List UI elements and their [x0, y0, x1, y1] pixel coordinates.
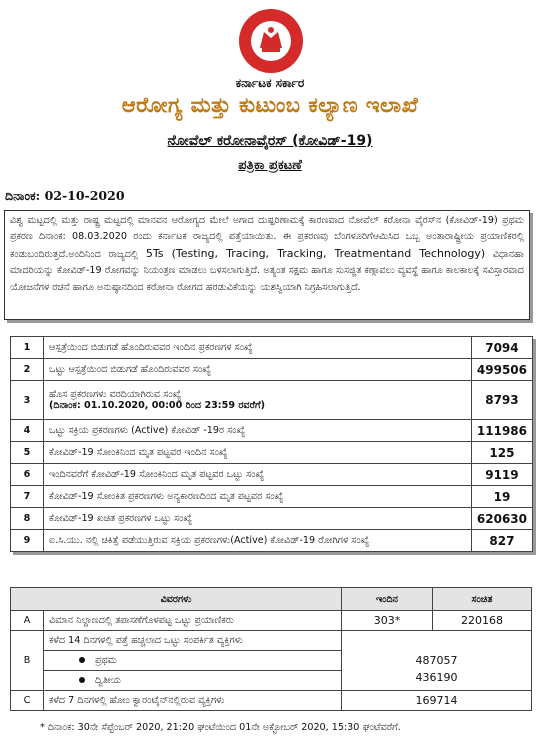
subject-title: ನೋವೆಲ್ ಕರೋನಾವೈರಸ್ (ಕೋವಿಡ್-19)	[167, 133, 373, 149]
col-details-header: ವಿವರಗಳು	[11, 588, 342, 611]
row-description: ಕಳೆದ 14 ದಿನಗಳಲ್ಲಿ ಪತ್ತೆ ಹಚ್ಚಲಾದ ಒಟ್ಟು ಸಂಪರ್ಕಿತ ವ್ಯಕ್ತಿಗಳು	[44, 631, 342, 651]
row-description	[44, 486, 472, 508]
row-label: C	[11, 691, 44, 711]
row-description	[44, 359, 472, 381]
bullet-icon	[79, 677, 85, 683]
bullet-icon	[79, 657, 85, 663]
row-value: 111986	[471, 420, 532, 442]
primary-contacts-label-cell: ಪ್ರಥಮ	[44, 651, 342, 671]
row-description	[44, 442, 472, 464]
stats-row	[11, 508, 533, 530]
surveillance-row-c	[11, 691, 532, 711]
intro-paragraph: ವಿಶ್ವ ಮಟ್ಟದಲ್ಲಿ ಮತ್ತು ರಾಷ್ಟ್ರ ಮಟ್ಟದಲ್ಲಿ ಮಾನವನ ಆರೋಗ್ಯದ ಮೇಲೆ ಅಗಾದ ದುಷ್ಪರಿಣಾಮಕ್ಕೆ ಕಾರಣವಾದ ನೋವೆಲ್ ಕರೋನಾ ವೈರಸ್‌ನ (ಕೋವಿಡ್-19) ಪ್ರಥಮ ಪ್ರಕರಣ ದಿನಾಂಕ: 08.03.2020 ರಂದು ಕರ್ನಾಟಕ ರಾಜ್ಯದಲ್ಲಿ ಪತ್ತೆಯಾಯಿತು. ಈ ಪ್ರಕರಣವು ಬೆಂಗಳೂರಿಗೆಆಮಿಸಿದ ಒಬ್ಬ ಅಂತಾರಾಷ್ಟ್ರೀಯ ಪ್ರಯಾಣಿಕರಲ್ಲಿ ಕಂಡುಬಂದಿರುತ್ತದೆ.ಅಂದಿನಿಂದ ರಾಜ್ಯದಲ್ಲಿ 5Ts (Testing, Tracing, Tracking, Treatmentand Technology) ವಿಧಾನಹಾ ಮಾದರಿಯನ್ನು ಕೋವಿಡ್-19 ರೋಗವನ್ನು ನಿಯಂತ್ರಣ ಮಾಡಲು ಬಳಸಲಾಗುತ್ತಿದೆ. ಅತ್ಯಂತ ಸಕ್ಷಮ ಹಾಗೂ ಸುಸಜ್ಜಿತ ಕಣ್ಗಾವಲು ವ್ಯವಸ್ಥೆ ಹಾಗೂ ಕಾಲಕಾಲಕ್ಕೆ ಸವಿಸ್ತಾರವಾದ ಯೋಜನೆಗಳ ರಚನೆ ಹಾಗೂ ಅನುಷ್ಠಾನದಿಂದ ಕರೋನಾ ರೋಗದ ಹರಡುವಿಕೆಯನ್ನು ಯಶಸ್ವಿಯಾಗಿ ನಿಗ್ರಹಿಸಲಾಗುತ್ತಿದೆ.	[4, 210, 530, 320]
row-number: 4	[11, 420, 44, 442]
col-total-header: ಸಂಚಿತ	[433, 588, 532, 611]
row-value: 827	[471, 530, 532, 552]
stats-row	[11, 486, 533, 508]
contacts-values	[342, 631, 532, 691]
description-text: ಒಟ್ಟು ಆಸ್ಪತ್ರೆಯಿಂದ ಬಿಡುಗಡೆ ಹೊಂದಿರುವವರ ಸಂಖ್ಯೆ	[49, 364, 211, 375]
stats-row	[11, 381, 533, 420]
row-number: 1	[11, 337, 44, 359]
surveillance-table	[10, 587, 532, 711]
row-value: 125	[471, 442, 532, 464]
secondary-contacts-label-cell: ದ್ವಿತೀಯ	[44, 671, 342, 691]
description-text: ಆಸ್ಪತ್ರೆಯಿಂದ ಬಿಡುಗಡೆ ಹೊಂದಿರುವವರ ಇಂದಿನ ಪ್ರಕರಣಗಳ ಸಂಖ್ಯೆ	[49, 342, 253, 353]
stats-row	[11, 464, 533, 486]
stats-row	[11, 337, 533, 359]
row-description	[44, 337, 472, 359]
row-number: 3	[11, 381, 44, 420]
row-value: 19	[471, 486, 532, 508]
row-description	[44, 464, 472, 486]
government-name: ಕರ್ನಾಟಕ ಸರ್ಕಾರ	[235, 76, 305, 90]
col-today-header: ಇಂದಿನ	[342, 588, 433, 611]
row-number: 6	[11, 464, 44, 486]
stats-row	[11, 420, 533, 442]
government-emblem	[238, 8, 304, 74]
description-text: ಒಟ್ಟು ಸಕ್ರಿಯ ಪ್ರಕರಣಗಳು (Active) ಕೋವಿಡ್ -19ರ ಸಂಖ್ಯೆ	[49, 425, 246, 436]
row-description	[44, 381, 472, 420]
row-description	[44, 420, 472, 442]
description-note: (ದಿನಾಂಕ: 01.10.2020, 00:00 ರಿಂದ 23:59 ರವರೆಗೆ)	[49, 400, 265, 411]
row-description: ಕಳೆದ 7 ದಿನಗಳಲ್ಲಿ ಹೋಂ ಕ್ವಾರಂಟೈನ್‌ನಲ್ಲಿರುವ ವ್ಯಕ್ತಿಗಳು	[44, 691, 342, 711]
surveillance-header-row	[11, 588, 532, 611]
department-title: ಆರೋಗ್ಯ ಮತ್ತು ಕುಟುಂಬ ಕಲ್ಯಾಣ ಇಲಾಖೆ	[121, 93, 419, 117]
total-value: 169714	[342, 691, 532, 711]
row-number: 7	[11, 486, 44, 508]
description-text: ಕೋವಿಡ್-19 ಸೋಂಕಿನಿಂದ ಮೃತ ಪಟ್ಟವರ ಇಂದಿನ ಸಂಖ್ಯೆ	[49, 447, 228, 458]
row-value: 7094	[471, 337, 532, 359]
primary-contacts-value: 487057	[415, 654, 458, 667]
row-description: ವಿಮಾನ ನಿಲ್ದಾಣದಲ್ಲಿ ತಪಾಸಣೆಗೊಳಪಟ್ಟ ಒಟ್ಟು ಪ್ರಯಾಣಿಕರು	[44, 611, 342, 631]
row-description	[44, 530, 472, 552]
release-date: ದಿನಾಂಕ: 02-10-2020	[5, 188, 125, 203]
row-description	[44, 508, 472, 530]
description-text: ಐ.ಸಿ.ಯು. ನಲ್ಲಿ ಚಿಕಿತ್ಸೆ ಪಡೆಯುತ್ತಿರುವ ಸಕ್ರಿಯ ಪ್ರಕರಣಗಳು(Active) ಕೋವಿಡ್-19 ರೋಗಿಗಳ ಸಂಖ್ಯೆ	[49, 535, 370, 546]
row-value: 8793	[471, 381, 532, 420]
surveillance-row-b	[11, 631, 532, 651]
stats-row	[11, 442, 533, 464]
press-release-heading: ಪತ್ರಿಕಾ ಪ್ರಕಟಣೆ	[238, 158, 302, 173]
row-value: 499506	[471, 359, 532, 381]
today-value: 303*	[342, 611, 433, 631]
description-text: ಕೋವಿಡ್-19 ಸೋಂಕಿತ ಪ್ರಕರಣಗಳು ಅನ್ಯಕಾರಣದಿಂದ ಮೃತ ಪಟ್ಟವರ ಸಂಖ್ಯೆ	[49, 491, 284, 502]
row-value: 9119	[471, 464, 532, 486]
row-label: B	[11, 631, 44, 691]
footnote: * ದಿನಾಂಕ: 30ನೇ ಸೆಪ್ಟೆಂಬರ್ 2020, 21:20 ಘಂಟೆಯಿಂದ 01ನೇ ಅಕ್ಟೋಬರ್ 2020, 15:30 ಘಂಟೆವರೆಗೆ.	[40, 722, 401, 733]
stats-row	[11, 530, 533, 552]
total-value: 220168	[433, 611, 532, 631]
description-text: ಹೊಸ ಪ್ರಕರಣಗಳು ವರದಿಯಾಗಿರುವ ಸಂಖ್ಯೆ	[49, 389, 182, 400]
secondary-contacts-value: 436190	[415, 671, 458, 684]
statistics-table	[10, 336, 533, 552]
surveillance-row-a	[11, 611, 532, 631]
description-text: ಇಂದಿನವರೆಗೆ ಕೋವಿಡ್-19 ಸೋಂಕಿನಿಂದ ಮೃತ ಪಟ್ಟವರ ಒಟ್ಟು ಸಂಖ್ಯೆ	[49, 469, 265, 480]
row-number: 2	[11, 359, 44, 381]
stats-row	[11, 359, 533, 381]
row-number: 8	[11, 508, 44, 530]
description-text: ಕೋವಿಡ್-19 ಖಚಿತ ಪ್ರಕರಣಗಳ ಒಟ್ಟು ಸಂಖ್ಯೆ	[49, 513, 193, 524]
row-label: A	[11, 611, 44, 631]
row-value: 620630	[471, 508, 532, 530]
row-number: 9	[11, 530, 44, 552]
row-number: 5	[11, 442, 44, 464]
